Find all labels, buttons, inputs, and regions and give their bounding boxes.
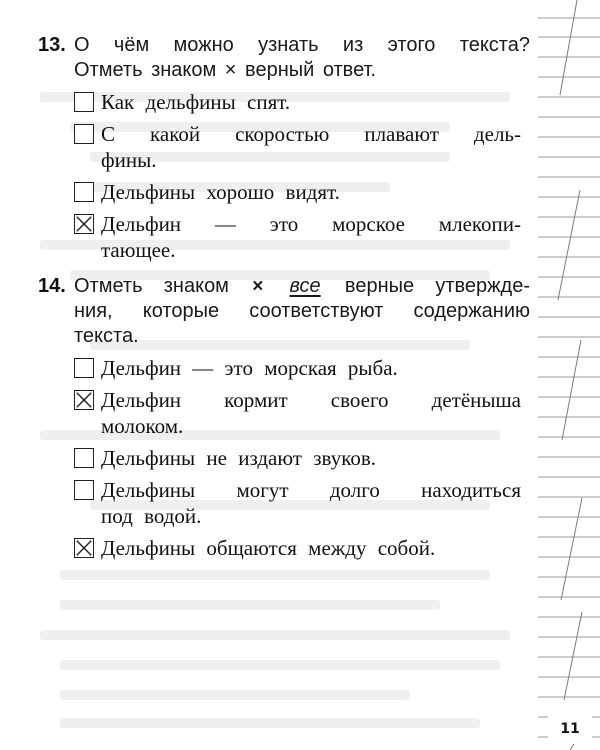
checkbox-checked[interactable] [74, 538, 94, 558]
option-text [101, 445, 521, 471]
checkbox-unchecked[interactable] [74, 92, 94, 112]
question-number: 14. [38, 275, 66, 297]
option-text [101, 121, 521, 173]
option-line: фины. [101, 148, 157, 172]
option-line: Дельфины общаются между собой. [101, 536, 436, 560]
answer-option[interactable] [74, 445, 530, 471]
checkbox-unchecked[interactable] [74, 448, 94, 468]
option-line: Дельфин — это морская рыба. [101, 356, 398, 380]
question-13-header [38, 33, 530, 83]
option-text [101, 535, 521, 561]
answer-option[interactable] [74, 355, 530, 381]
question-number: 13. [38, 34, 66, 56]
checkbox-checked[interactable] [74, 214, 94, 234]
answer-options [74, 89, 530, 263]
answer-option[interactable] [74, 179, 530, 205]
option-line: Дельфины хорошо видят. [101, 180, 340, 204]
option-line: С какой скоростью плавают дель- [101, 122, 521, 146]
cross-mark-icon [75, 539, 93, 557]
question-prompt [74, 33, 530, 83]
emphasis-word: все [289, 275, 321, 297]
option-line: тающее. [101, 238, 176, 262]
option-line: под водой. [101, 504, 202, 528]
prompt-line: ния, которые соответствуют содержанию [74, 300, 530, 322]
answer-options [74, 355, 530, 561]
option-line: молоком. [101, 414, 184, 438]
prompt-line: О чём можно узнать из этого текста? [74, 34, 530, 56]
option-line: Дельфин — это морское млекопи- [101, 212, 521, 236]
option-line: Дельфины могут долго находиться [101, 478, 521, 502]
answer-option[interactable] [74, 477, 530, 529]
option-line: Как дельфины спят. [101, 90, 291, 114]
option-line: Дельфин кормит своего детёныша [101, 388, 521, 412]
question-14 [38, 274, 530, 567]
checkbox-unchecked[interactable] [74, 358, 94, 378]
cross-mark-icon [75, 215, 93, 233]
question-prompt [74, 274, 530, 349]
cross-sign: × [252, 276, 264, 297]
answer-option[interactable] [74, 535, 530, 561]
answer-option[interactable] [74, 211, 530, 263]
answer-option[interactable] [74, 89, 530, 115]
option-text [101, 387, 521, 439]
prompt-line: текста. [74, 325, 139, 347]
prompt-fragment: верные утвержде- [344, 275, 530, 297]
option-text [101, 477, 521, 529]
option-text [101, 211, 521, 263]
cross-mark-icon [75, 391, 93, 409]
option-text [101, 355, 521, 381]
page-number: 11 [548, 714, 592, 744]
answer-option[interactable] [74, 121, 530, 173]
checkbox-unchecked[interactable] [74, 182, 94, 202]
option-text [101, 179, 521, 205]
prompt-line-rich [74, 274, 530, 299]
answer-option[interactable] [74, 387, 530, 439]
checkbox-checked[interactable] [74, 390, 94, 410]
option-text [101, 89, 521, 115]
checkbox-unchecked[interactable] [74, 480, 94, 500]
checkbox-unchecked[interactable] [74, 124, 94, 144]
prompt-line: Отметь знаком × верный ответ. [74, 59, 377, 81]
question-13 [38, 33, 530, 269]
prompt-fragment: Отметь знаком [74, 275, 229, 297]
question-14-header [38, 274, 530, 349]
option-line: Дельфины не издают звуков. [101, 446, 377, 470]
